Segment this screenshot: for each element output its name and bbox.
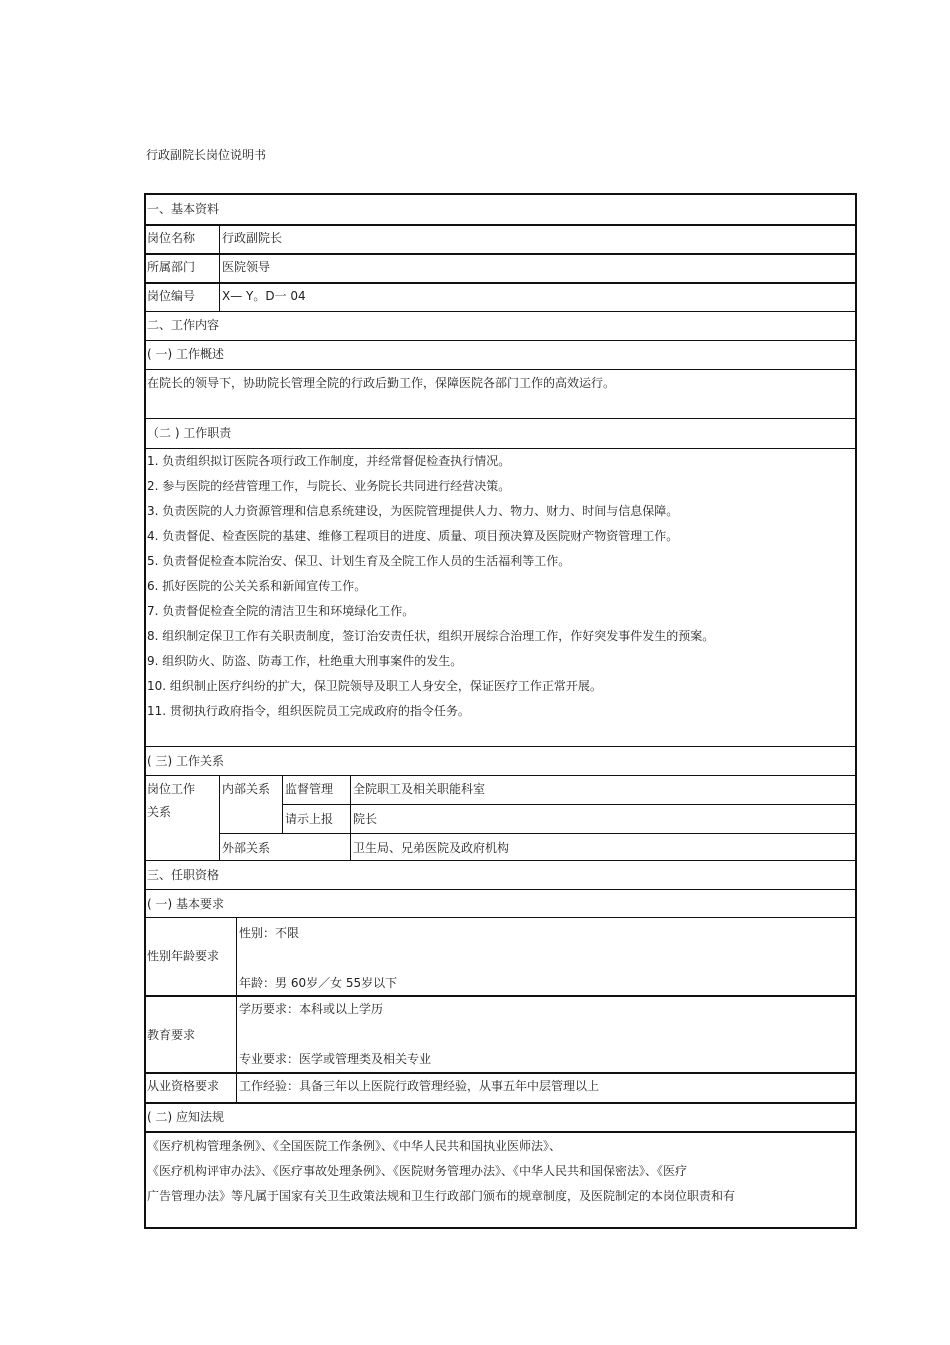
gender-value: 性别：不限 (239, 926, 300, 940)
row-divider (146, 860, 855, 861)
section-heading: 三、任职资格 (147, 868, 220, 882)
column-divider (236, 917, 237, 1102)
row-divider (146, 889, 855, 890)
report-value: 院长 (353, 812, 378, 826)
list-item: 1. 负责组织拟订医院各项行政工作制度，并经常督促检查执行情况。 (147, 454, 511, 468)
row-divider (146, 775, 855, 776)
row-divider (146, 282, 855, 284)
education-label: 教育要求 (147, 1028, 196, 1042)
external-relations-value: 卫生局、兄弟医院及政府机构 (353, 841, 510, 855)
subsection-heading: （二 ) 工作职责 (147, 426, 232, 440)
row-divider (146, 1102, 855, 1104)
row-divider (146, 253, 855, 255)
field-label: 所属部门 (147, 260, 196, 274)
field-value: X— Y。D一 04 (222, 289, 306, 303)
subsection-heading: ( 二) 应知法规 (147, 1110, 224, 1124)
field-label: 岗位编号 (147, 289, 196, 303)
laws-text: 《医疗机构评审办法》、《医疗事故处理条例》、《医院财务管理办法》、《中华人民共和国保密法》、《医疗 (147, 1164, 688, 1178)
job-description-table (144, 193, 857, 1229)
row-divider (146, 311, 855, 312)
subsection-heading: ( 三) 工作关系 (147, 754, 224, 768)
row-divider (146, 995, 855, 997)
row-divider (146, 917, 855, 918)
list-item: 4. 负责督促、检查医院的基建、维修工程项目的进度、质量、项目预决算及医院财产物资管理工作。 (147, 529, 679, 543)
list-item: 7. 负责督促检查全院的清洁卫生和环境绿化工作。 (147, 604, 415, 618)
list-item: 2. 参与医院的经营管理工作，与院长、业务院长共同进行经营决策。 (147, 479, 511, 493)
list-item: 10. 组织制止医疗纠纷的扩大，保卫院领导及职工人身安全，保证医疗工作正常开展。 (147, 679, 602, 693)
relations-label: 岗位工作 (147, 782, 196, 796)
relations-label: 关系 (147, 805, 172, 819)
row-divider (146, 369, 855, 370)
internal-relations-label: 内部关系 (222, 782, 271, 796)
report-label: 请示上报 (285, 812, 334, 826)
subsection-heading: ( 一) 基本要求 (147, 897, 224, 911)
row-divider (146, 448, 855, 449)
section-heading: 一、基本资料 (147, 202, 220, 216)
age-value: 年龄：男 60岁／女 55岁以下 (239, 976, 398, 990)
field-value: 医院领导 (222, 260, 271, 274)
row-divider (146, 746, 855, 747)
row-divider (219, 833, 855, 834)
overview-text: 在院长的领导下，协助院长管理全院的行政后勤工作，保障医院各部门工作的高效运行。 (147, 376, 616, 390)
supervise-label: 监督管理 (285, 782, 334, 796)
row-divider (146, 1131, 855, 1133)
external-relations-label: 外部关系 (222, 841, 271, 855)
row-divider (146, 1072, 855, 1074)
column-divider (219, 224, 220, 311)
gender-age-label: 性别年龄要求 (147, 949, 220, 963)
column-divider (350, 775, 351, 860)
section-heading: 二、工作内容 (147, 318, 220, 332)
subsection-heading: ( 一) 工作概述 (147, 347, 224, 361)
list-item: 5. 负责督促检查本院治安、保卫、计划生育及全院工作人员的生活福利等工作。 (147, 554, 571, 568)
row-divider (146, 340, 855, 341)
major-value: 专业要求：医学或管理类及相关专业 (239, 1052, 432, 1066)
field-value: 行政副院长 (222, 231, 283, 245)
field-label: 岗位名称 (147, 231, 196, 245)
laws-text: 《医疗机构管理条例》、《全国医院工作条例》、《中华人民共和国执业医师法》、 (147, 1139, 562, 1153)
degree-value: 学历要求：本科或以上学历 (239, 1002, 384, 1016)
list-item: 3. 负责医院的人力资源管理和信息系统建设，为医院管理提供人力、物力、财力、时间与信息保障。 (147, 504, 679, 518)
experience-value: 工作经验：具备三年以上医院行政管理经验，从事五年中层管理以上 (239, 1079, 600, 1093)
list-item: 8. 组织制定保卫工作有关职责制度，签订治安责任状，组织开展综合治理工作，作好突发事件发生的预案。 (147, 629, 715, 643)
supervise-value: 全院职工及相关职能科室 (353, 782, 486, 796)
row-divider (146, 224, 855, 226)
list-item: 6. 抓好医院的公关关系和新闻宣传工作。 (147, 579, 367, 593)
document-title: 行政副院长岗位说明书 (146, 148, 267, 162)
list-item: 11. 贯彻执行政府指令，组织医院员工完成政府的指令任务。 (147, 704, 470, 718)
qualification-label: 从业资格要求 (147, 1079, 220, 1093)
column-divider (219, 775, 220, 860)
row-divider (282, 804, 855, 805)
column-divider (282, 775, 283, 833)
list-item: 9. 组织防火、防盗、防毒工作，杜绝重大刑事案件的发生。 (147, 654, 463, 668)
laws-text: 广告管理办法》等凡属于国家有关卫生政策法规和卫生行政部门颁布的规章制度，及医院制定的本岗位职责和有 (147, 1189, 736, 1203)
row-divider (146, 418, 855, 419)
